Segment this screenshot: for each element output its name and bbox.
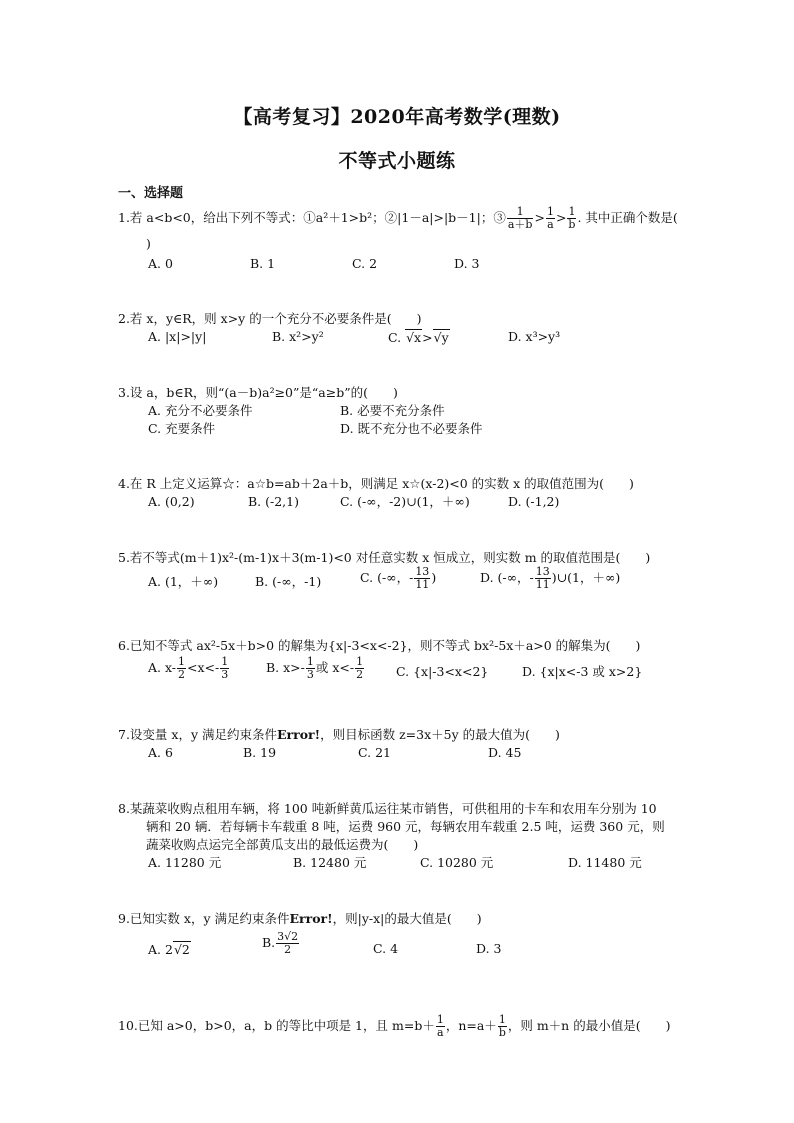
fraction: $\frac{3√2}{2}$: [277, 930, 299, 956]
question-8-line-2: 辆和 20 辆．若每辆卡车载重 8 吨，运费 960 元，每辆农用车载重 2.5 吨，运费 360 元，则: [146, 819, 665, 834]
option-b: B. x²>y²: [272, 329, 324, 344]
fraction: $\frac{1}{b}$: [498, 1013, 506, 1039]
fraction: $\frac{1}{a}$: [546, 205, 554, 231]
option-d: D. 3: [454, 256, 480, 271]
option-c: C. √x>√y: [388, 330, 449, 345]
error-placeholder: Error!: [289, 911, 333, 926]
option-a: A. (1，＋∞): [148, 574, 219, 589]
question-1-close: ): [146, 236, 151, 251]
option-a: A. 2√2: [148, 942, 190, 957]
option-b: B. (-∞，-1): [255, 574, 322, 589]
question-5: 5.若不等式(m＋1)x²-(m-1)x＋3(m-1)<0 对任意实数 x 恒成立，则实数 m 的取值范围是( ): [118, 550, 651, 565]
option-d: D. (-1,2): [508, 494, 560, 509]
question-8-line-3: 蔬菜收购点运完全部黄瓜支出的最低运费为( ): [146, 837, 419, 852]
question-8-line-1: 8.某蔬菜收购点租用车辆，将 100 吨新鲜黄瓜运往某市销售，可供租用的卡车和农用车分别为 10: [118, 801, 657, 816]
question-10: 10.已知 a>0，b>0，a，b 的等比中项是 1，且 m=b＋ $\frac{1}{a}$ ，n=a＋ $\frac{1}{b}$ ，则 m＋n 的最小值是( ): [118, 1013, 671, 1039]
option-d: D. {x|x<-3 或 x>2}: [522, 664, 643, 679]
option-a: A. x- $\frac{1}{2}$ <x<- $\frac{1}{3}$: [148, 655, 229, 681]
option-b: B. x>- $\frac{1}{3}$ 或 x<- $\frac{1}{2}$: [266, 655, 364, 681]
option-c: C. {x|-3<x<2}: [396, 664, 489, 679]
fraction: $\frac{1}{b}$: [568, 205, 576, 231]
option-a: A. |x|>|y|: [148, 329, 207, 344]
sqrt: √2: [173, 942, 190, 957]
option-b: B. (-2,1): [248, 494, 299, 509]
fraction: $\frac{13}{11}$: [535, 565, 550, 591]
question-1: 1.若 a<b<0，给出下列不等式：①a²＋1>b²；②|1－a|>|b－1|；③ $\frac{1}{a+b}$ > $\frac{1}{a}$ > $\frac{1}{b}$ . 其中正确个数是(: [118, 205, 678, 231]
option-d: D. (-∞，- $\frac{13}{11}$ )∪(1，＋∞): [480, 565, 621, 591]
option-a: A. 11280 元: [148, 855, 222, 870]
fraction: $\frac{1}{a}$: [436, 1013, 444, 1039]
option-c: C. 充要条件: [148, 421, 216, 436]
option-d: D. 既不充分也不必要条件: [340, 421, 483, 436]
option-a: A. 6: [148, 745, 173, 760]
option-b: B. 1: [250, 256, 276, 271]
question-9: 9.已知实数 x，y 满足约束条件Error!，则|y-x|的最大值是( ): [118, 911, 482, 926]
option-d: D. 11480 元: [568, 855, 642, 870]
option-b: B. 必要不充分条件: [340, 403, 445, 418]
fraction: $\frac{1}{a+b}$: [507, 205, 533, 231]
option-c: C. 10280 元: [420, 855, 494, 870]
section-heading: 一、选择题: [118, 186, 184, 201]
option-a: A. 0: [148, 256, 173, 271]
sqrt: √x: [406, 330, 422, 345]
option-c: C. (-∞，-2)∪(1，＋∞): [340, 494, 470, 509]
error-placeholder: Error!: [277, 727, 321, 742]
fraction: $\frac{1}{3}$: [306, 655, 314, 681]
option-b: B. $\frac{3√2}{2}$: [262, 930, 299, 956]
question-6: 6.已知不等式 ax²-5x＋b>0 的解集为{x|-3<x<-2}，则不等式 bx²-5x＋a>0 的解集为( ): [118, 638, 641, 653]
option-c: C. (-∞，- $\frac{13}{11}$ ): [360, 565, 437, 591]
option-c: C. 4: [373, 941, 399, 956]
option-d: D. 45: [488, 745, 522, 760]
option-d: D. x³>y³: [508, 329, 561, 344]
option-a: A. (0,2): [148, 494, 195, 509]
option-d: D. 3: [476, 941, 502, 956]
fraction: $\frac{13}{11}$: [415, 565, 430, 591]
sqrt: √y: [433, 330, 449, 345]
option-a: A. 充分不必要条件: [148, 403, 253, 418]
option-b: B. 12480 元: [293, 855, 367, 870]
option-b: B. 19: [243, 745, 277, 760]
option-c: C. 21: [358, 745, 391, 760]
question-2: 2.若 x，y∈R，则 x>y 的一个充分不必要条件是( ): [118, 311, 422, 326]
fraction: $\frac{1}{3}$: [221, 655, 229, 681]
question-3: 3.设 a，b∈R，则“(a－b)a²≥0”是“a≥b”的( ): [118, 385, 398, 400]
fraction: $\frac{1}{2}$: [356, 655, 364, 681]
question-4: 4.在 R 上定义运算☆：a☆b=ab＋2a＋b，则满足 x☆(x-2)<0 的实数 x 的取值范围为( ): [118, 476, 634, 491]
page-title: 【高考复习】2020年高考数学(理数): [233, 106, 561, 128]
fraction: $\frac{1}{2}$: [178, 655, 186, 681]
page-subtitle: 不等式小题练: [338, 150, 456, 172]
option-c: C. 2: [352, 256, 378, 271]
question-7: 7.设变量 x，y 满足约束条件Error!，则目标函数 z=3x＋5y 的最大值为( ): [118, 727, 560, 742]
